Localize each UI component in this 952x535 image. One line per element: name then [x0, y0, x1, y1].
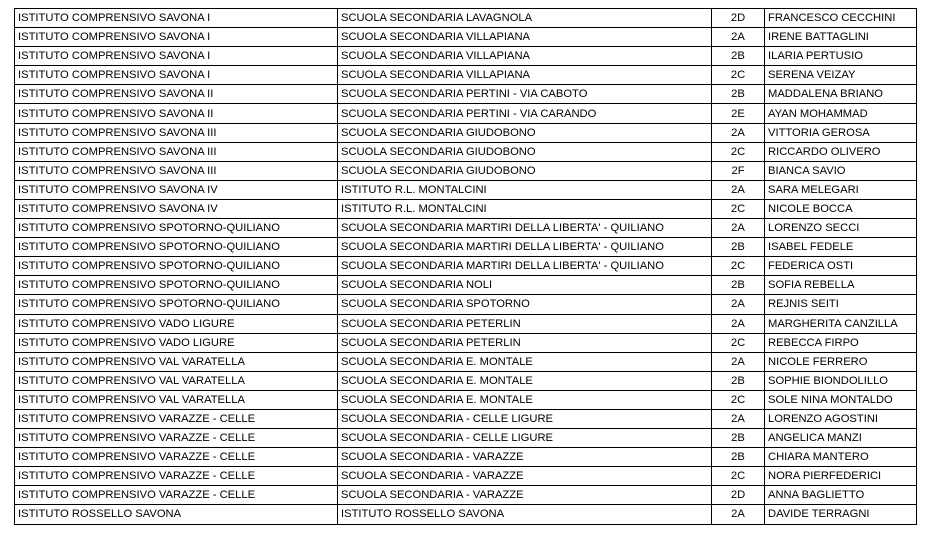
- student-name-cell: LORENZO AGOSTINI: [765, 409, 917, 428]
- table-row: [15, 276, 917, 295]
- student-name-cell: SERENA VEIZAY: [765, 66, 917, 85]
- institute-cell: ISTITUTO COMPRENSIVO SAVONA I: [15, 28, 338, 47]
- class-cell: 2A: [712, 180, 765, 199]
- table-row: [15, 467, 917, 486]
- student-name-cell: ISABEL FEDELE: [765, 238, 917, 257]
- student-name-cell: ILARIA PERTUSIO: [765, 47, 917, 66]
- students-table: [14, 8, 917, 525]
- student-name-cell: ANNA BAGLIETTO: [765, 486, 917, 505]
- school-cell: SCUOLA SECONDARIA GIUDOBONO: [338, 123, 712, 142]
- school-cell: SCUOLA SECONDARIA - VARAZZE: [338, 467, 712, 486]
- class-cell: 2C: [712, 467, 765, 486]
- student-name-cell: NICOLE FERRERO: [765, 352, 917, 371]
- school-cell: SCUOLA SECONDARIA NOLI: [338, 276, 712, 295]
- institute-cell: ISTITUTO COMPRENSIVO VADO LIGURE: [15, 333, 338, 352]
- student-name-cell: FEDERICA OSTI: [765, 257, 917, 276]
- institute-cell: ISTITUTO COMPRENSIVO SAVONA II: [15, 104, 338, 123]
- student-name-cell: REJNIS SEITI: [765, 295, 917, 314]
- class-cell: 2D: [712, 9, 765, 28]
- class-cell: 2C: [712, 390, 765, 409]
- school-cell: SCUOLA SECONDARIA E. MONTALE: [338, 352, 712, 371]
- table-row: [15, 104, 917, 123]
- class-cell: 2A: [712, 409, 765, 428]
- table-row: [15, 9, 917, 28]
- student-name-cell: DAVIDE TERRAGNI: [765, 505, 917, 524]
- class-cell: 2C: [712, 199, 765, 218]
- institute-cell: ISTITUTO COMPRENSIVO VARAZZE - CELLE: [15, 409, 338, 428]
- school-cell: SCUOLA SECONDARIA VILLAPIANA: [338, 66, 712, 85]
- school-cell: SCUOLA SECONDARIA - CELLE LIGURE: [338, 409, 712, 428]
- institute-cell: ISTITUTO COMPRENSIVO SAVONA I: [15, 9, 338, 28]
- class-cell: 2B: [712, 238, 765, 257]
- class-cell: 2B: [712, 448, 765, 467]
- table-row: [15, 219, 917, 238]
- institute-cell: ISTITUTO COMPRENSIVO SAVONA I: [15, 66, 338, 85]
- table-row: [15, 352, 917, 371]
- table-row: [15, 371, 917, 390]
- institute-cell: ISTITUTO COMPRENSIVO SPOTORNO-QUILIANO: [15, 257, 338, 276]
- table-row: [15, 199, 917, 218]
- table-body: [15, 9, 917, 525]
- table-row: [15, 85, 917, 104]
- institute-cell: ISTITUTO COMPRENSIVO VADO LIGURE: [15, 314, 338, 333]
- school-cell: SCUOLA SECONDARIA MARTIRI DELLA LIBERTA' - QUILIANO: [338, 238, 712, 257]
- student-name-cell: CHIARA MANTERO: [765, 448, 917, 467]
- school-cell: SCUOLA SECONDARIA - VARAZZE: [338, 486, 712, 505]
- table-row: [15, 390, 917, 409]
- table-row: [15, 142, 917, 161]
- class-cell: 2B: [712, 276, 765, 295]
- school-cell: SCUOLA SECONDARIA MARTIRI DELLA LIBERTA' - QUILIANO: [338, 257, 712, 276]
- table-row: [15, 66, 917, 85]
- institute-cell: ISTITUTO COMPRENSIVO SAVONA III: [15, 161, 338, 180]
- table-row: [15, 47, 917, 66]
- class-cell: 2C: [712, 257, 765, 276]
- student-name-cell: SOFIA REBELLA: [765, 276, 917, 295]
- school-cell: SCUOLA SECONDARIA LAVAGNOLA: [338, 9, 712, 28]
- table-row: [15, 161, 917, 180]
- school-cell: SCUOLA SECONDARIA PETERLIN: [338, 314, 712, 333]
- student-name-cell: BIANCA SAVIO: [765, 161, 917, 180]
- institute-cell: ISTITUTO COMPRENSIVO VARAZZE - CELLE: [15, 429, 338, 448]
- school-cell: SCUOLA SECONDARIA GIUDOBONO: [338, 161, 712, 180]
- class-cell: 2F: [712, 161, 765, 180]
- school-cell: SCUOLA SECONDARIA PERTINI - VIA CARANDO: [338, 104, 712, 123]
- school-cell: SCUOLA SECONDARIA E. MONTALE: [338, 390, 712, 409]
- student-name-cell: IRENE BATTAGLINI: [765, 28, 917, 47]
- institute-cell: ISTITUTO COMPRENSIVO SAVONA I: [15, 47, 338, 66]
- institute-cell: ISTITUTO COMPRENSIVO SAVONA IV: [15, 180, 338, 199]
- class-cell: 2D: [712, 486, 765, 505]
- school-cell: SCUOLA SECONDARIA SPOTORNO: [338, 295, 712, 314]
- class-cell: 2E: [712, 104, 765, 123]
- class-cell: 2A: [712, 295, 765, 314]
- table-row: [15, 448, 917, 467]
- school-cell: SCUOLA SECONDARIA PETERLIN: [338, 333, 712, 352]
- school-cell: SCUOLA SECONDARIA VILLAPIANA: [338, 47, 712, 66]
- student-name-cell: ANGELICA MANZI: [765, 429, 917, 448]
- table-row: [15, 505, 917, 524]
- institute-cell: ISTITUTO COMPRENSIVO VAL VARATELLA: [15, 390, 338, 409]
- school-cell: SCUOLA SECONDARIA GIUDOBONO: [338, 142, 712, 161]
- table-row: [15, 123, 917, 142]
- institute-cell: ISTITUTO COMPRENSIVO SPOTORNO-QUILIANO: [15, 276, 338, 295]
- institute-cell: ISTITUTO COMPRENSIVO VAL VARATELLA: [15, 371, 338, 390]
- institute-cell: ISTITUTO COMPRENSIVO SAVONA IV: [15, 199, 338, 218]
- table-row: [15, 180, 917, 199]
- student-name-cell: REBECCA FIRPO: [765, 333, 917, 352]
- school-cell: SCUOLA SECONDARIA E. MONTALE: [338, 371, 712, 390]
- class-cell: 2A: [712, 123, 765, 142]
- student-name-cell: MARGHERITA CANZILLA: [765, 314, 917, 333]
- institute-cell: ISTITUTO COMPRENSIVO SPOTORNO-QUILIANO: [15, 219, 338, 238]
- table-row: [15, 409, 917, 428]
- class-cell: 2A: [712, 314, 765, 333]
- student-name-cell: NICOLE BOCCA: [765, 199, 917, 218]
- school-cell: ISTITUTO R.L. MONTALCINI: [338, 199, 712, 218]
- student-name-cell: SOPHIE BIONDOLILLO: [765, 371, 917, 390]
- class-cell: 2A: [712, 219, 765, 238]
- table-row: [15, 238, 917, 257]
- table-row: [15, 333, 917, 352]
- class-cell: 2C: [712, 142, 765, 161]
- table-row: [15, 486, 917, 505]
- student-name-cell: SARA MELEGARI: [765, 180, 917, 199]
- school-cell: SCUOLA SECONDARIA VILLAPIANA: [338, 28, 712, 47]
- table-row: [15, 257, 917, 276]
- student-name-cell: MADDALENA BRIANO: [765, 85, 917, 104]
- school-cell: SCUOLA SECONDARIA - CELLE LIGURE: [338, 429, 712, 448]
- class-cell: 2B: [712, 85, 765, 104]
- institute-cell: ISTITUTO COMPRENSIVO SAVONA III: [15, 142, 338, 161]
- institute-cell: ISTITUTO COMPRENSIVO SAVONA III: [15, 123, 338, 142]
- class-cell: 2C: [712, 66, 765, 85]
- student-name-cell: VITTORIA GEROSA: [765, 123, 917, 142]
- school-cell: SCUOLA SECONDARIA - VARAZZE: [338, 448, 712, 467]
- institute-cell: ISTITUTO COMPRENSIVO VARAZZE - CELLE: [15, 486, 338, 505]
- student-name-cell: LORENZO SECCI: [765, 219, 917, 238]
- institute-cell: ISTITUTO COMPRENSIVO SAVONA II: [15, 85, 338, 104]
- school-cell: ISTITUTO ROSSELLO SAVONA: [338, 505, 712, 524]
- school-cell: ISTITUTO R.L. MONTALCINI: [338, 180, 712, 199]
- table-row: [15, 28, 917, 47]
- institute-cell: ISTITUTO COMPRENSIVO SPOTORNO-QUILIANO: [15, 238, 338, 257]
- school-cell: SCUOLA SECONDARIA PERTINI - VIA CABOTO: [338, 85, 712, 104]
- school-cell: SCUOLA SECONDARIA MARTIRI DELLA LIBERTA' - QUILIANO: [338, 219, 712, 238]
- institute-cell: ISTITUTO ROSSELLO SAVONA: [15, 505, 338, 524]
- class-cell: 2A: [712, 352, 765, 371]
- class-cell: 2B: [712, 47, 765, 66]
- institute-cell: ISTITUTO COMPRENSIVO VARAZZE - CELLE: [15, 448, 338, 467]
- institute-cell: ISTITUTO COMPRENSIVO VAL VARATELLA: [15, 352, 338, 371]
- class-cell: 2B: [712, 371, 765, 390]
- institute-cell: ISTITUTO COMPRENSIVO SPOTORNO-QUILIANO: [15, 295, 338, 314]
- class-cell: 2A: [712, 505, 765, 524]
- table-row: [15, 314, 917, 333]
- student-name-cell: RICCARDO OLIVERO: [765, 142, 917, 161]
- table-row: [15, 429, 917, 448]
- class-cell: 2A: [712, 28, 765, 47]
- class-cell: 2C: [712, 333, 765, 352]
- student-name-cell: FRANCESCO CECCHINI: [765, 9, 917, 28]
- class-cell: 2B: [712, 429, 765, 448]
- institute-cell: ISTITUTO COMPRENSIVO VARAZZE - CELLE: [15, 467, 338, 486]
- student-name-cell: SOLE NINA MONTALDO: [765, 390, 917, 409]
- student-name-cell: AYAN MOHAMMAD: [765, 104, 917, 123]
- table-row: [15, 295, 917, 314]
- student-name-cell: NORA PIERFEDERICI: [765, 467, 917, 486]
